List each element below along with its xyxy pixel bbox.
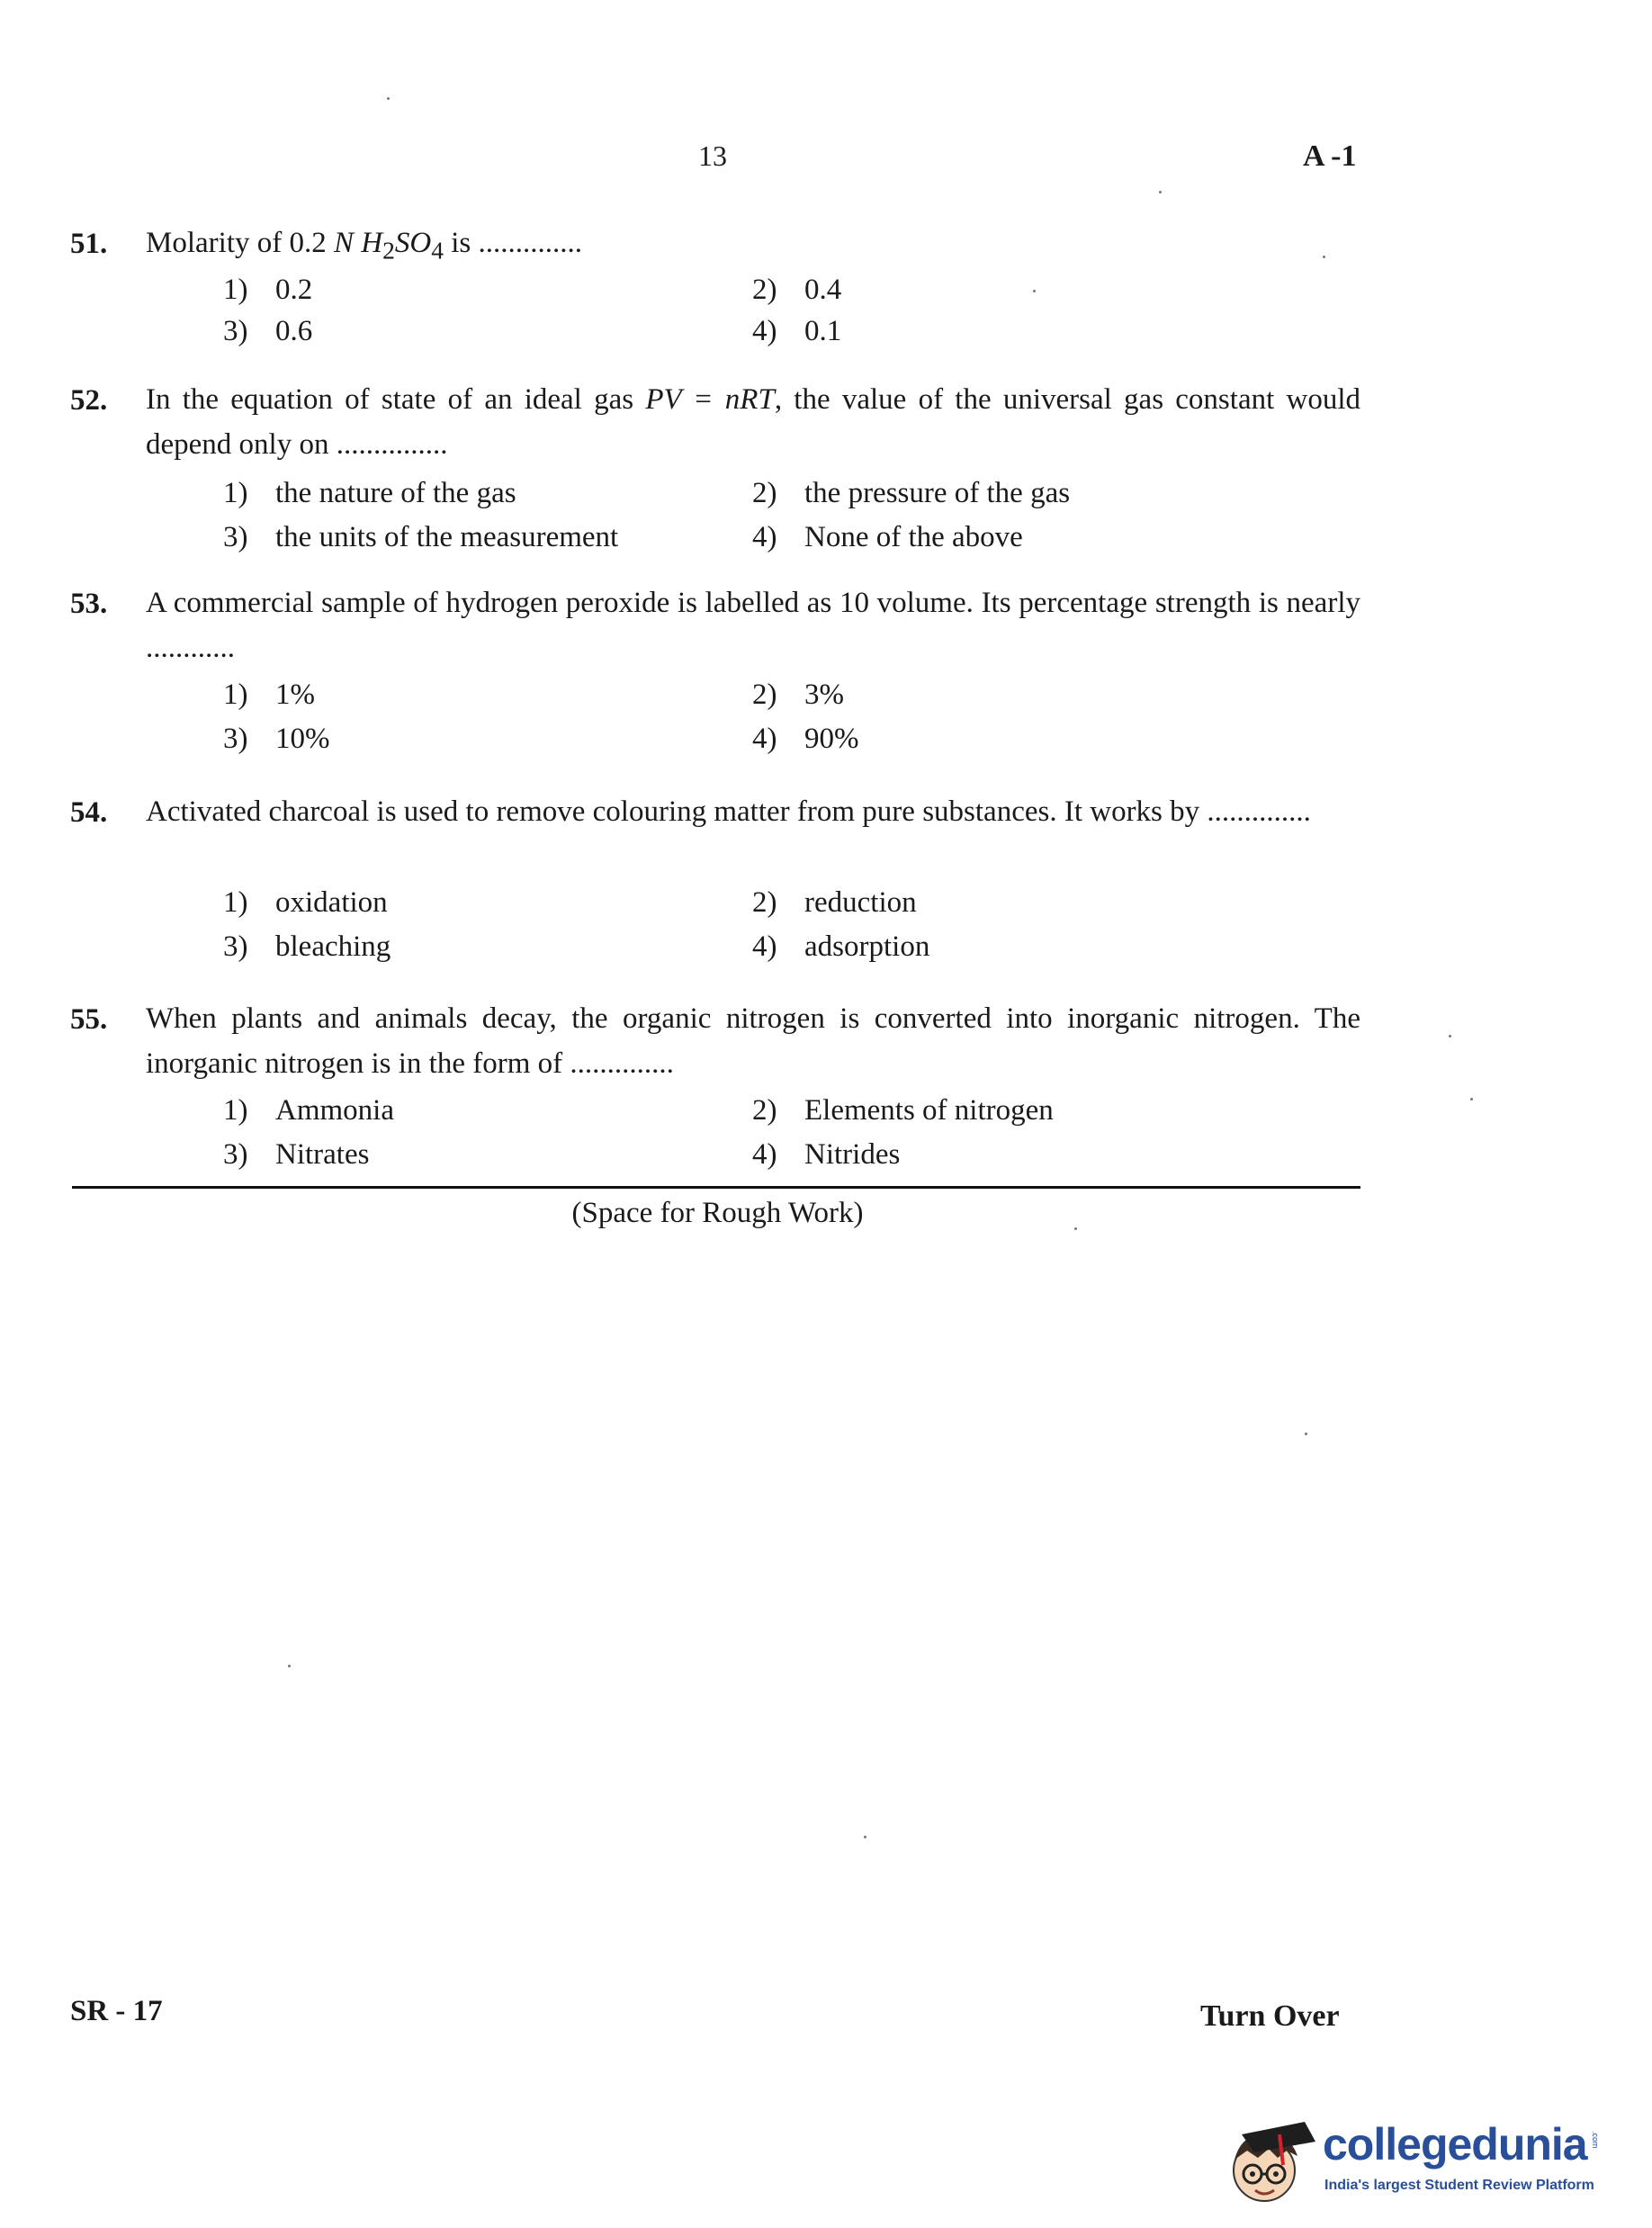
option-text: bleaching <box>275 930 391 963</box>
option-number: 4) <box>752 521 777 553</box>
option-number: 3) <box>223 315 248 347</box>
scan-speck <box>1159 191 1162 193</box>
question-number-52: 52. <box>70 384 108 417</box>
option-53-4 <box>752 723 859 756</box>
watermark-brand: collegedunia <box>1323 2119 1587 2170</box>
formula-so: SO <box>394 227 432 259</box>
option-number: 1) <box>223 886 248 919</box>
option-51-3 <box>223 315 312 348</box>
scan-speck <box>1449 1035 1451 1038</box>
paper-code: A -1 <box>1303 139 1357 173</box>
option-text: Elements of nitrogen <box>804 1094 1054 1127</box>
option-55-4 <box>752 1138 900 1172</box>
option-number: 4) <box>752 315 777 347</box>
formula-normality: N <box>333 227 354 259</box>
scan-speck <box>288 1665 291 1667</box>
option-number: 2) <box>752 886 777 919</box>
scan-speck <box>1323 256 1325 258</box>
option-number: 1) <box>223 1094 248 1127</box>
option-number: 3) <box>223 723 248 755</box>
option-number: 1) <box>223 678 248 711</box>
option-54-3 <box>223 930 391 964</box>
question-52-suffix: , the value of the universal gas constant would depend only on ............... <box>146 383 1360 461</box>
question-text-55: When plants and animals decay, the organic nitrogen is converted into inorganic nitrogen. The inorganic nitrogen is in the form of .............. <box>146 1002 1360 1080</box>
watermark-tagline: India's largest Student Review Platform <box>1324 2178 1594 2193</box>
option-number: 2) <box>752 477 777 509</box>
option-53-2 <box>752 678 844 712</box>
option-text: 0.1 <box>804 315 842 347</box>
option-51-4 <box>752 315 841 348</box>
question-text-54: Activated charcoal is used to remove colouring matter from pure substances. It works by .............. <box>146 795 1311 828</box>
option-number: 3) <box>223 521 248 553</box>
question-51-suffix: is .............. <box>443 227 582 259</box>
option-55-1 <box>223 1094 394 1127</box>
option-text: 1% <box>275 678 315 711</box>
option-number: 3) <box>223 1138 248 1171</box>
option-51-2 <box>752 274 841 307</box>
formula-ideal-gas: PV = nRT <box>645 383 775 416</box>
option-53-1 <box>223 678 315 712</box>
option-text: reduction <box>804 886 917 919</box>
question-number-53: 53. <box>70 588 108 620</box>
option-text: 10% <box>275 723 330 755</box>
option-54-2 <box>752 886 917 920</box>
option-number: 2) <box>752 678 777 711</box>
option-52-1 <box>223 477 516 510</box>
option-text: adsorption <box>804 930 930 963</box>
formula-h: H <box>361 227 383 259</box>
option-53-3 <box>223 723 330 756</box>
option-text: None of the above <box>804 521 1023 553</box>
option-52-4 <box>752 521 1023 554</box>
question-51-prefix: Molarity of 0.2 <box>146 227 334 259</box>
option-52-3 <box>223 521 618 554</box>
scan-speck <box>1305 1433 1307 1435</box>
option-text: 0.4 <box>804 274 842 306</box>
option-54-1 <box>223 886 388 920</box>
scan-speck <box>387 97 390 100</box>
option-text: the units of the measurement <box>275 521 619 553</box>
option-number: 1) <box>223 477 248 509</box>
option-number: 2) <box>752 1094 777 1127</box>
scan-speck <box>1074 1227 1077 1230</box>
question-text-51 <box>146 220 1360 274</box>
option-text: 90% <box>804 723 859 755</box>
option-number: 4) <box>752 930 777 963</box>
formula-subscript-2: 2 <box>382 236 395 265</box>
option-text: Nitrides <box>804 1138 901 1171</box>
turn-over-label: Turn Over <box>1200 1999 1340 2033</box>
option-number: 4) <box>752 1138 777 1171</box>
option-54-4 <box>752 930 929 964</box>
question-text-53: A commercial sample of hydrogen peroxide is labelled as 10 volume. Its percentage strength is nearly ............ <box>146 587 1360 664</box>
rough-work-label: (Space for Rough Work) <box>571 1197 864 1229</box>
option-text: the pressure of the gas <box>804 477 1071 509</box>
scan-speck <box>864 1836 866 1838</box>
series-code: SR - 17 <box>70 1995 163 2027</box>
question-number-54: 54. <box>70 796 108 829</box>
question-number-51: 51. <box>70 228 108 260</box>
option-text: 0.6 <box>275 315 313 347</box>
question-52-prefix: In the equation of state of an ideal gas <box>146 383 646 416</box>
section-divider <box>72 1186 1360 1189</box>
watermark-domain-suffix: .com <box>1591 2131 1600 2149</box>
option-text: the nature of the gas <box>275 477 516 509</box>
option-text: 0.2 <box>275 274 313 306</box>
scan-speck <box>1033 290 1036 292</box>
option-text: Ammonia <box>275 1094 394 1127</box>
option-text: 3% <box>804 678 844 711</box>
option-52-2 <box>752 477 1070 510</box>
page-number: 13 <box>698 139 727 172</box>
option-number: 1) <box>223 274 248 306</box>
collegedunia-watermark <box>1215 2115 1611 2214</box>
student-mascot-icon <box>1215 2115 1318 2214</box>
option-number: 4) <box>752 723 777 755</box>
option-text: oxidation <box>275 886 388 919</box>
option-number: 3) <box>223 930 248 963</box>
formula-subscript-4: 4 <box>431 236 444 265</box>
option-number: 2) <box>752 274 777 306</box>
question-number-55: 55. <box>70 1003 108 1036</box>
option-text: Nitrates <box>275 1138 370 1171</box>
option-55-3 <box>223 1138 369 1172</box>
scan-speck <box>1470 1098 1473 1101</box>
question-text-52 <box>146 377 1360 467</box>
option-55-2 <box>752 1094 1054 1127</box>
option-51-1 <box>223 274 312 307</box>
